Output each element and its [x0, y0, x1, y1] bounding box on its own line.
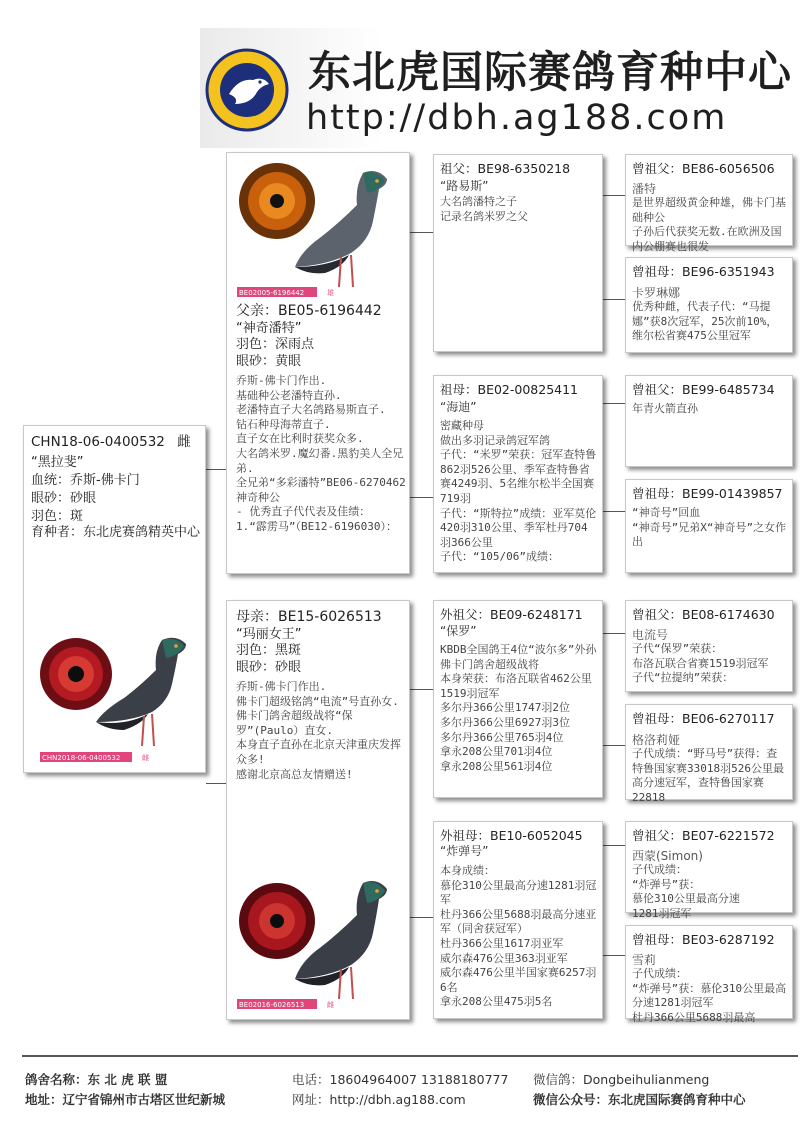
sire-card: [226, 152, 410, 574]
sire-photo: [235, 159, 401, 299]
dam-eye: 眼砂：砂眼: [236, 660, 302, 675]
header-title: 东北虎国际赛鸽育种中心: [308, 48, 792, 98]
maternal-grandsire-card: [433, 600, 603, 798]
paternal-grandsire-card: [433, 154, 603, 352]
ggp-notes: “神奇号”回血 “神奇号”兄弟X“神奇号”之女作出: [632, 506, 787, 549]
subject-name: “黑拉斐”: [31, 455, 84, 470]
ggp-ring: 曾祖父：BE07-6221572: [632, 828, 775, 843]
subject-photo-sex: 雌: [142, 754, 149, 762]
ggp-name: 电流号: [632, 628, 669, 642]
ggp-notes: 子代成绩：“野马号”获得：查特鲁国家赛33018羽526公里最高分速冠军，查特鲁国家赛22818: [632, 747, 784, 804]
ggp-card-1: [625, 154, 793, 253]
ggp-notes: 子代成绩： “炸弹号”获：慕伦310公里最高分速1281羽冠军 杜丹366公里5688羽最高: [632, 967, 787, 1024]
ggp-card-3: [625, 375, 793, 467]
dam-photo-sex: 雌: [327, 1001, 334, 1009]
ggp-name: 西蒙(Simon): [632, 849, 703, 863]
gs2-ring: 外祖父：BE09-6248171: [440, 607, 583, 622]
footer-wechat-public: 微信公众号：东北虎国际赛鸽育种中心: [533, 1092, 746, 1107]
footer-loft: 鸽舍名称：东 北 虎 联 盟: [25, 1072, 168, 1087]
ggp-card-5: [625, 600, 793, 692]
subject-bloodline: 血统：乔斯-佛卡门: [31, 473, 140, 488]
gd2-name: “炸弹号”: [440, 844, 489, 858]
gs2-name: “保罗”: [440, 624, 477, 638]
gd1-name: “海迪”: [440, 400, 477, 414]
ggp-name: 格洛莉娅: [632, 733, 681, 747]
sire-photo-sex: 雄: [327, 289, 334, 297]
subject-photo-label: CHN2018-06-0400532: [42, 754, 121, 762]
paternal-granddam-card: [433, 375, 603, 573]
ggp-ring: 曾祖父：BE86-6056506: [632, 161, 775, 176]
dam-notes: 乔斯-佛卡门作出. 佛卡门超级铭鸽“电流”号直孙女. 佛卡门鸽舍超级战将“保罗”(Paulo）直女. 本身直子直孙在北京天津重庆发挥众多! 感谢北京高总友情赠送!: [236, 680, 401, 781]
sire-photo-label: BE02005-6196442: [239, 289, 305, 297]
ggp-card-4: [625, 479, 793, 573]
ggp-card-7: [625, 821, 793, 920]
sire-name: “神奇潘特”: [236, 321, 302, 336]
dam-photo-label: BE02016-6026513: [239, 1001, 305, 1009]
logo-icon: [205, 48, 289, 132]
subject-breeder: 育种者：东北虎赛鸽精英中心: [31, 525, 201, 540]
ggp-card-8: [625, 925, 793, 1024]
ggp-notes: 是世界超级黄金种雄，佛卡门基础种公 子孙后代获奖无数.在欧洲及国内公棚赛也很发: [632, 196, 786, 253]
sire-eye: 眼砂：黄眼: [236, 354, 302, 369]
ggp-name: 卡罗琳娜: [632, 286, 681, 300]
ggp-notes: 年青火箭直孙: [632, 402, 698, 415]
subject-sex: 雌: [177, 434, 191, 450]
ggp-name: 雪莉: [632, 953, 657, 967]
ggp-notes: 子代成绩： “炸弹号”获： 慕伦310公里最高分速 1281羽冠军: [632, 863, 740, 920]
sire-ring: 父亲：BE05-6196442: [236, 303, 382, 319]
gd1-ring: 祖母：BE02-00825411: [440, 382, 579, 397]
maternal-granddam-card: [433, 821, 603, 1019]
subject-eye: 眼砂：砂眼: [31, 491, 97, 506]
subject-photo: [38, 626, 198, 766]
ggp-card-2: [625, 257, 793, 353]
subject-card: [23, 425, 206, 773]
ggp-notes: 优秀种雌，代表子代：“马提娜”获8次冠军，25次前10%， 维尔松省赛475公里冠军: [632, 300, 778, 343]
ggp-name: 潘特: [632, 182, 657, 196]
gs1-ring: 祖父：BE98-6350218: [440, 161, 571, 176]
gd2-ring: 外祖母：BE10-6052045: [440, 828, 583, 843]
gs1-name: “路易斯”: [440, 179, 489, 193]
subject-ring: CHN18-06-0400532: [31, 434, 165, 450]
sire-feather: 羽色：深雨点: [236, 337, 315, 352]
dam-card: [226, 600, 410, 1020]
dam-ring: 母亲：BE15-6026513: [236, 609, 382, 625]
ggp-ring: 曾祖母：BE96-6351943: [632, 264, 775, 279]
ggp-card-6: [625, 704, 793, 804]
gd1-notes: 密藏种母 做出多羽记录鸽冠军鸽 子代：“米罗”荣获：冠军查特鲁862羽526公里、季军查特鲁省赛4249羽、5名维尔松半全国赛719羽 子代：“斯特拉”成绩：亚军莫伦420羽310公里、季军杜丹704羽366公里 子代：“105/06”成绩：: [440, 419, 597, 564]
footer-wechat: 微信鸽：Dongbeihulianmeng: [533, 1072, 710, 1087]
footer-divider: [22, 1055, 798, 1057]
gs2-notes: KBDB全国鸽王4位“波尔多”外孙 佛卡门鸽舍超级战将 本身荣获：布洛瓦联省462公里1519羽冠军 多尔丹366公里1747羽2位 多尔丹366公里6927羽3位 多尔丹366公里765羽4位 拿永208公里701羽4位 拿永208公里561羽4位: [440, 643, 597, 773]
dam-photo: [235, 869, 401, 1015]
ggp-ring: 曾祖母：BE06-6270117: [632, 711, 775, 726]
ggp-notes: 子代“保罗”荣获： 布洛瓦联合省赛1519羽冠军 子代“拉提纳”荣获：: [632, 642, 769, 685]
gd2-notes: 本身成绩： 慕伦310公里最高分速1281羽冠军 杜丹366公里5688羽最高分速亚军（同舍获冠军） 杜丹366公里1617羽亚军 威尔森476公里363羽亚军 威尔森476公里半国家赛6257羽6名 拿永208公里475羽5名: [440, 864, 597, 1009]
ggp-ring: 曾祖母：BE03-6287192: [632, 932, 775, 947]
dam-feather: 羽色：黑斑: [236, 643, 302, 658]
footer-site[interactable]: 网址：http://dbh.ag188.com: [292, 1092, 466, 1107]
header-url[interactable]: http://dbh.ag188.com: [306, 98, 728, 138]
sire-notes: 乔斯-佛卡门作出. 基础种公老潘特直孙. 老潘特直子大名鸽路易斯直子. 钻石种母海蒂直子. 直子女在比利时获奖众多. 大名鸽米罗.魔幻番.黑豹美人全兄弟. 全兄弟“多彩潘特”BE06-6270462 神奇种公 - 优秀直子代代表及佳绩： 1.“霹雳马”（BE12-6196030）：: [236, 374, 406, 533]
subject-feather: 羽色：斑: [31, 509, 84, 524]
ggp-ring: 曾祖母：BE99-01439857: [632, 486, 783, 501]
gs1-notes: 大名鸽潘特之子 记录名鸽米罗之父: [440, 195, 528, 223]
ggp-ring: 曾祖父：BE99-6485734: [632, 382, 775, 397]
footer-phone: 电话：18604964007 13188180777: [292, 1072, 509, 1087]
ggp-ring: 曾祖父：BE08-6174630: [632, 607, 775, 622]
dam-name: “玛丽女王”: [236, 627, 302, 642]
footer-address: 地址：辽宁省锦州市古塔区世纪新城: [25, 1092, 226, 1107]
